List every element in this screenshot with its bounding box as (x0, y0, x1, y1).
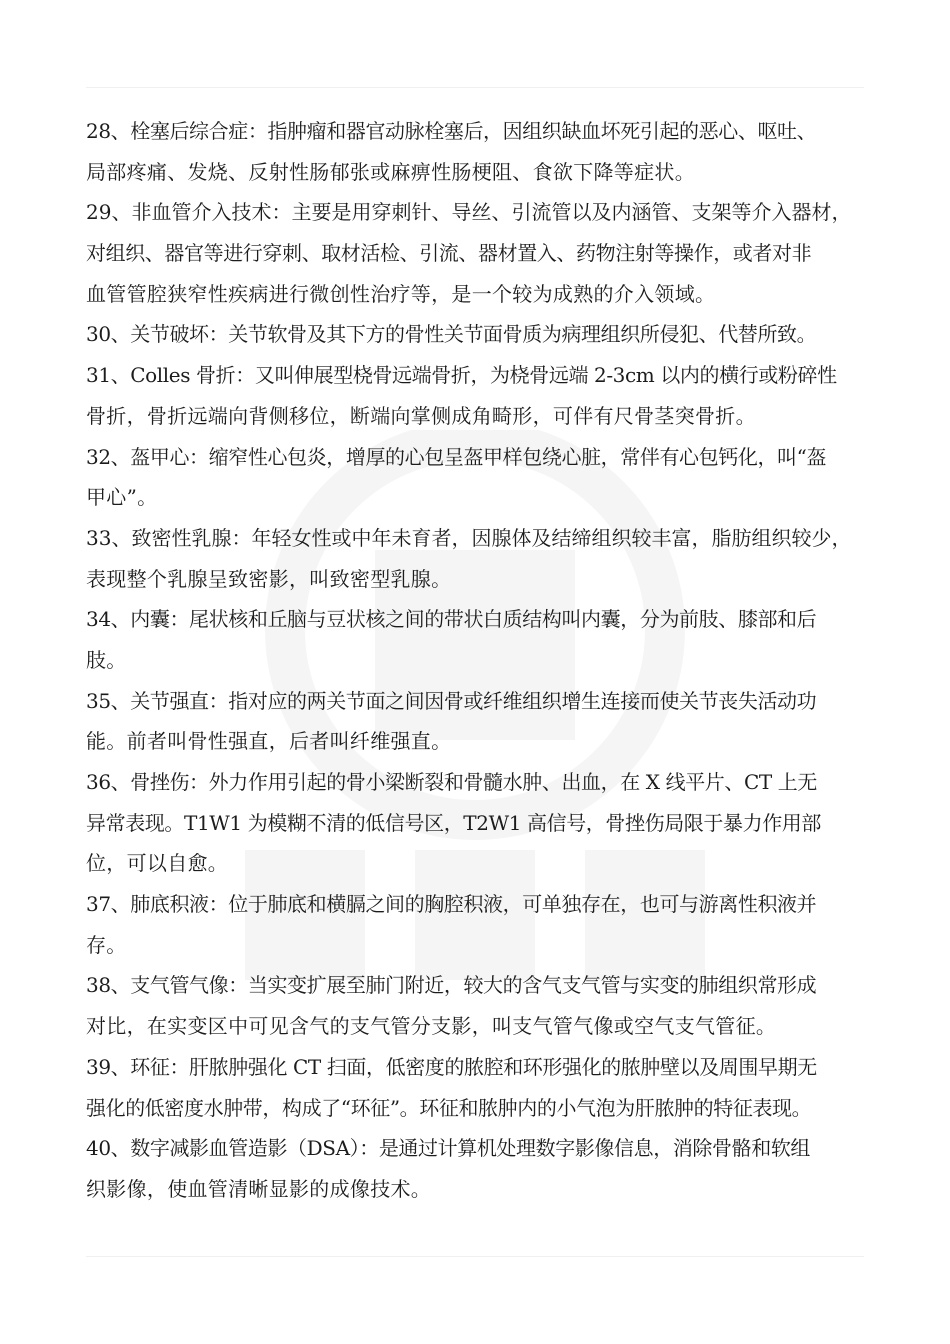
entry-line: 能。前者叫骨性强直，后者叫纤维强直。 (86, 729, 452, 754)
entry-line: 位，可以自愈。 (86, 851, 229, 876)
entry-line: 异常表现。T1W1 为模糊不清的低信号区，T2W1 高信号，骨挫伤局限于暴力作用部 (86, 810, 822, 835)
footer-divider (86, 1256, 864, 1257)
glossary-entry-35 (86, 681, 876, 762)
entry-line: 37、肺底积液：位于肺底和横膈之间的胸腔积液，可单独存在，也可与游离性积液并 (86, 892, 817, 917)
entry-line: 34、内囊：尾状核和丘脑与豆状核之间的带状白质结构叫内囊，分为前肢、膝部和后 (86, 607, 817, 632)
entry-line: 肢。 (86, 647, 127, 672)
glossary-entry-28 (86, 111, 876, 192)
entry-line: 39、环征：肝脓肿强化 CT 扫面，低密度的脓腔和环形强化的脓肿壁以及周围早期无 (86, 1054, 817, 1079)
entry-line: 32、盔甲心：缩窄性心包炎，增厚的心包呈盔甲样包绕心脏，常伴有心包钙化，叫“盔 (86, 444, 827, 469)
entry-line: 对组织、器官等进行穿刺、取材活检、引流、器材置入、药物注射等操作，或者对非 (86, 241, 812, 266)
entry-line: 局部疼痛、发烧、反射性肠郁张或麻痹性肠梗阻、食欲下降等症状。 (86, 159, 695, 184)
glossary-entry-30 (86, 314, 876, 355)
header-divider (86, 87, 864, 88)
entry-line: 30、关节破坏：关节软骨及其下方的骨性关节面骨质为病理组织所侵犯、代替所致。 (86, 322, 817, 347)
glossary-entry-36 (86, 762, 876, 884)
entry-line: 强化的低密度水肿带，构成了“环征”。环征和脓肿内的小气泡为肝脓肿的特征表现。 (86, 1095, 812, 1120)
glossary-entry-39 (86, 1047, 876, 1128)
entry-line: 36、骨挫伤：外力作用引起的骨小梁断裂和骨髓水肿、出血，在 X 线平片、CT 上无 (86, 770, 818, 794)
entry-line: 38、支气管气像：当实变扩展至肺门附近，较大的含气支气管与实变的肺组织常形成 (86, 973, 817, 998)
entry-line: 织影像，使血管清晰显影的成像技术。 (86, 1176, 432, 1201)
glossary-entry-38 (86, 965, 876, 1046)
entry-line: 31、Colles 骨折：又叫伸展型桡骨远端骨折，为桡骨远端 2-3cm 以内的横行或粉碎性 (86, 363, 837, 388)
glossary-entry-37 (86, 884, 876, 965)
entry-line: 28、栓塞后综合症：指肿瘤和器官动脉栓塞后，因组织缺血坏死引起的恶心、呕吐、 (86, 119, 817, 143)
glossary-body (86, 111, 876, 1210)
entry-line: 29、非血管介入技术：主要是用穿刺针、导丝、引流管以及内涵管、支架等介入器材， (86, 200, 852, 225)
entry-line: 骨折，骨折远端向背侧移位，断端向掌侧成角畸形，可伴有尺骨茎突骨折。 (86, 403, 756, 428)
entry-line: 表现整个乳腺呈致密影，叫致密型乳腺。 (86, 566, 452, 591)
entry-line: 35、关节强直：指对应的两关节面之间因骨或纤维组织增生连接而使关节丧失活动功 (86, 688, 817, 713)
glossary-entry-33 (86, 518, 876, 599)
glossary-entry-40 (86, 1128, 876, 1209)
entry-line: 对比，在实变区中可见含气的支气管分支影，叫支气管气像或空气支气管征。 (86, 1014, 777, 1039)
entry-line: 33、致密性乳腺：年轻女性或中年未育者，因腺体及结缔组织较丰富，脂肪组织较少， (86, 525, 852, 550)
entry-line: 存。 (86, 932, 127, 957)
glossary-entry-29 (86, 192, 876, 314)
glossary-entry-34 (86, 599, 876, 680)
glossary-entry-32 (86, 437, 876, 518)
glossary-entry-31 (86, 355, 876, 436)
entry-line: 甲心”。 (86, 485, 158, 510)
entry-line: 血管管腔狭窄性疾病进行微创性治疗等，是一个较为成熟的介入领域。 (86, 281, 716, 306)
entry-line: 40、数字减影血管造影（DSA）：是通过计算机处理数字影像信息，消除骨骼和软组 (86, 1136, 811, 1161)
